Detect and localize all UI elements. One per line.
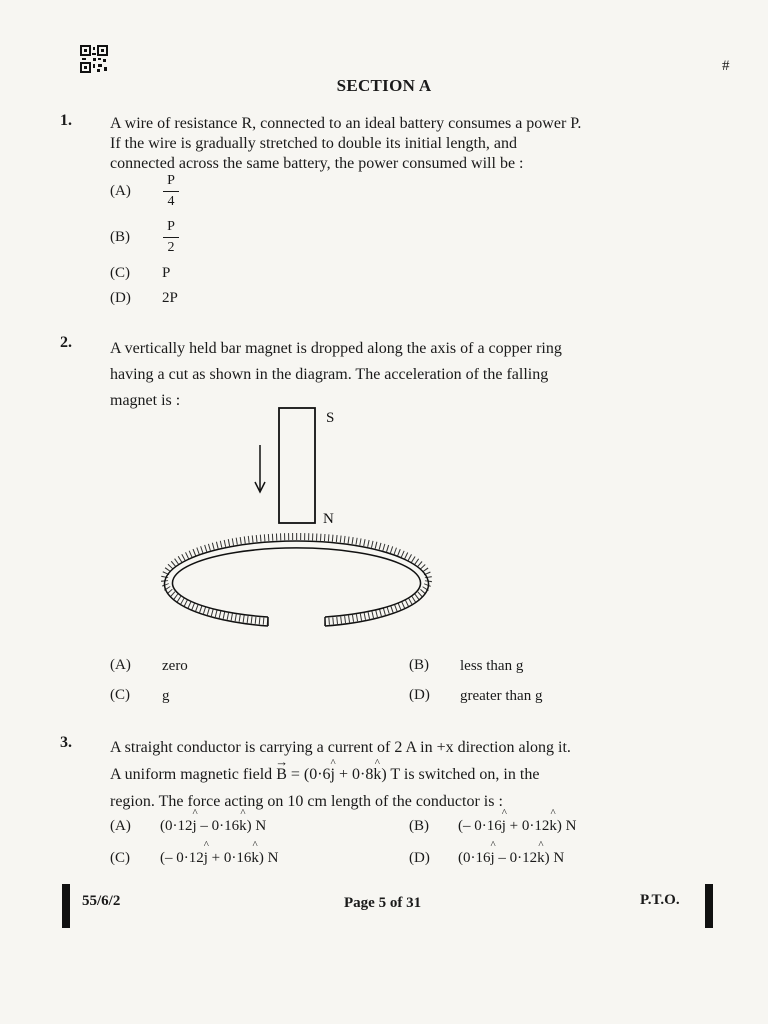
page-mark: #	[722, 58, 730, 74]
footer-left-bar	[62, 884, 70, 928]
option-value: less than g	[460, 658, 524, 674]
question-2-line: magnet is :	[110, 392, 181, 409]
copper-ring	[165, 537, 429, 626]
option-label: (D)	[110, 290, 131, 306]
option-label: (C)	[110, 265, 130, 281]
unit-vector-k: ^ k	[239, 818, 247, 835]
option-label: (B)	[110, 229, 130, 245]
pole-north-label: N	[323, 511, 334, 527]
question-number-2: 2.	[60, 334, 72, 351]
question-3-line: A uniform magnetic field → B = (0·6^ j + 0·8^ k) T is switched on, in the	[110, 761, 690, 788]
magnet-ring-diagram	[150, 400, 450, 640]
option-value: g	[162, 688, 170, 704]
pto-label: P.T.O.	[640, 892, 680, 908]
option-vector: (0·12^ j – 0·16^ k) N	[160, 818, 266, 835]
question-2-line: A vertically held bar magnet is dropped along the axis of a copper ring	[110, 340, 562, 357]
option-value: zero	[162, 658, 188, 674]
option-value: 2P	[162, 290, 178, 306]
unit-vector-j: ^ j	[204, 850, 208, 867]
unit-vector-j: ^ j	[193, 818, 197, 835]
option-label: (A)	[110, 657, 131, 673]
unit-vector-k: ^ k	[549, 818, 557, 835]
question-1-text	[110, 114, 696, 174]
fraction-numerator: P	[167, 219, 175, 234]
footer-right-bar	[705, 884, 713, 928]
question-3-line: A straight conductor is carrying a current of 2 A in +x direction along it.	[110, 739, 571, 756]
option-fraction	[163, 173, 179, 210]
question-number-3: 3.	[60, 734, 72, 751]
option-label: (D)	[409, 687, 430, 703]
pole-south-label: S	[326, 410, 335, 426]
option-value: P	[162, 265, 171, 281]
option-label: (B)	[409, 657, 429, 673]
option-label: (B)	[409, 818, 429, 834]
unit-vector-k: ^ k	[251, 850, 259, 867]
question-3-text	[110, 734, 690, 815]
option-value: greater than g	[460, 688, 543, 704]
option-label: (D)	[409, 850, 430, 866]
fraction-denominator: 2	[167, 240, 175, 255]
option-fraction	[163, 219, 179, 256]
question-3-line: region. The force acting on 10 cm length of the conductor is :	[110, 793, 503, 810]
page-number: Page 5 of 31	[344, 895, 422, 911]
option-label: (C)	[110, 687, 130, 703]
option-label: (A)	[110, 818, 131, 834]
unit-vector-j: ^ j	[502, 818, 506, 835]
vector-b: → B	[276, 761, 287, 788]
paper-code: 55/6/2	[82, 893, 121, 909]
question-1-line: connected across the same battery, the power consumed will be :	[110, 155, 524, 172]
section-title: SECTION A	[336, 76, 432, 95]
fraction-denominator: 4	[167, 194, 175, 209]
unit-vector-j: ^ j	[331, 761, 335, 788]
question-2-line: having a cut as shown in the diagram. The acceleration of the falling	[110, 366, 549, 383]
question-1-line: If the wire is gradually stretched to double its initial length, and	[110, 135, 518, 152]
option-vector: (– 0·16^ j + 0·12^ k) N	[458, 818, 576, 835]
fraction-numerator: P	[167, 173, 175, 188]
qr-code-icon	[80, 45, 108, 73]
unit-vector-j: ^ j	[491, 850, 495, 867]
option-vector: (– 0·12^ j + 0·16^ k) N	[160, 850, 278, 867]
question-number-1: 1.	[60, 112, 72, 129]
option-label: (A)	[110, 183, 131, 199]
question-1-line: A wire of resistance R, connected to an ideal battery consumes a power P.	[110, 115, 582, 132]
option-vector: (0·16^ j – 0·12^ k) N	[458, 850, 564, 867]
unit-vector-k: ^ k	[537, 850, 545, 867]
option-label: (C)	[110, 850, 130, 866]
bar-magnet	[279, 408, 315, 523]
unit-vector-k: ^ k	[373, 761, 381, 788]
